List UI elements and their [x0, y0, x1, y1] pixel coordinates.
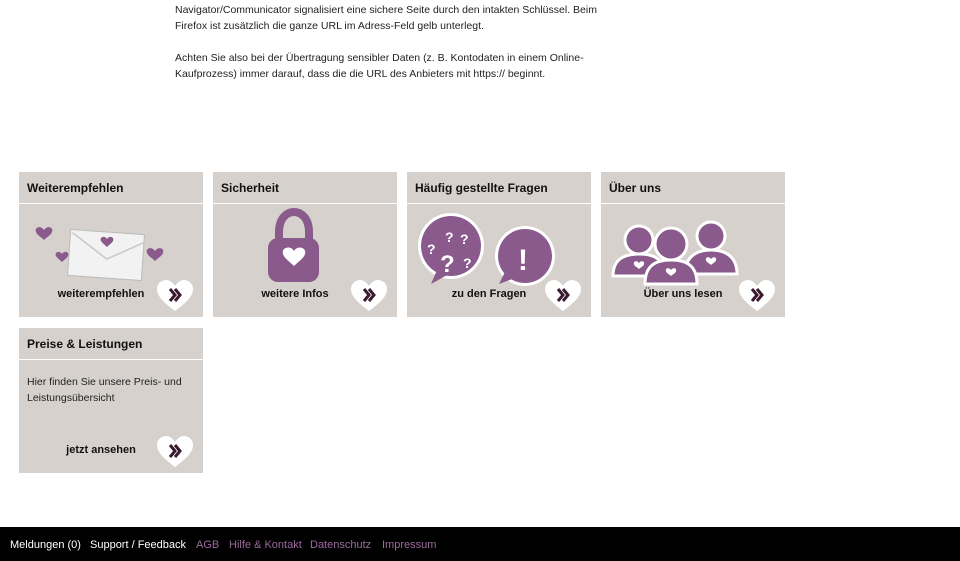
tile-link[interactable]: weitere Infos	[261, 288, 329, 300]
intro-text	[175, 2, 615, 98]
tile-sicherheit[interactable]	[213, 172, 397, 317]
footer-link-datenschutz[interactable]: Datenschutz	[310, 539, 372, 551]
svg-text:?: ?	[440, 251, 455, 278]
footer-link-hilfe[interactable]: Hilfe & Kontakt	[229, 539, 302, 551]
footer-bar	[0, 527, 960, 561]
tile-link[interactable]: weiterempfehlen	[57, 288, 145, 300]
padlock-heart-icon	[213, 204, 397, 286]
tile-link[interactable]: zu den Fragen	[451, 288, 527, 300]
tile-ueber-uns[interactable]	[601, 172, 785, 317]
tile-title: Häufig gestellte Fragen	[407, 172, 591, 204]
svg-text:?: ?	[445, 229, 454, 245]
envelope-hearts-icon	[19, 204, 203, 286]
tile-title: Weiterempfehlen	[19, 172, 203, 204]
heart-arrow-button[interactable]	[545, 280, 581, 312]
footer-link-meldungen[interactable]: Meldungen (0)	[10, 539, 81, 551]
tile-title: Über uns	[601, 172, 785, 204]
tile-weiterempfehlen[interactable]	[19, 172, 203, 317]
footer-link-support[interactable]: Support / Feedback	[90, 539, 187, 551]
heart-arrow-button[interactable]	[351, 280, 387, 312]
footer-link-agb[interactable]: AGB	[196, 539, 220, 551]
svg-text:?: ?	[463, 255, 472, 271]
tile-faq[interactable]	[407, 172, 591, 317]
tile-description: Hier finden Sie unsere Preis- und Leistungsübersicht	[27, 376, 182, 404]
intro-paragraph: Achten Sie also bei der Übertragung sensibler Daten (z. B. Kontodaten in einem Online-Kaufprozess) immer darauf, dass die die URL des Anbieters mit https:// beginnt.	[175, 52, 584, 80]
tile-link[interactable]: Über uns lesen	[643, 288, 723, 300]
svg-text:?: ?	[460, 231, 469, 247]
svg-text:!: !	[518, 244, 528, 277]
question-bubbles-icon	[407, 204, 591, 286]
footer-link-impressum[interactable]: Impressum	[382, 539, 437, 551]
heart-arrow-button[interactable]	[739, 280, 775, 312]
tile-link[interactable]: jetzt ansehen	[66, 444, 136, 456]
tile-preise-leistungen[interactable]	[19, 328, 203, 473]
tile-title: Preise & Leistungen	[19, 328, 203, 360]
intro-paragraph: Navigator/Communicator signalisiert eine sichere Seite durch den intakten Schlüssel. Beim Firefox ist zusätzlich die ganze URL im Adress-Feld gelb unterlegt.	[175, 4, 597, 32]
people-group-icon	[601, 204, 785, 286]
heart-arrow-button[interactable]	[157, 436, 193, 468]
svg-text:?: ?	[427, 241, 436, 257]
tile-title: Sicherheit	[213, 172, 397, 204]
heart-arrow-button[interactable]	[157, 280, 193, 312]
